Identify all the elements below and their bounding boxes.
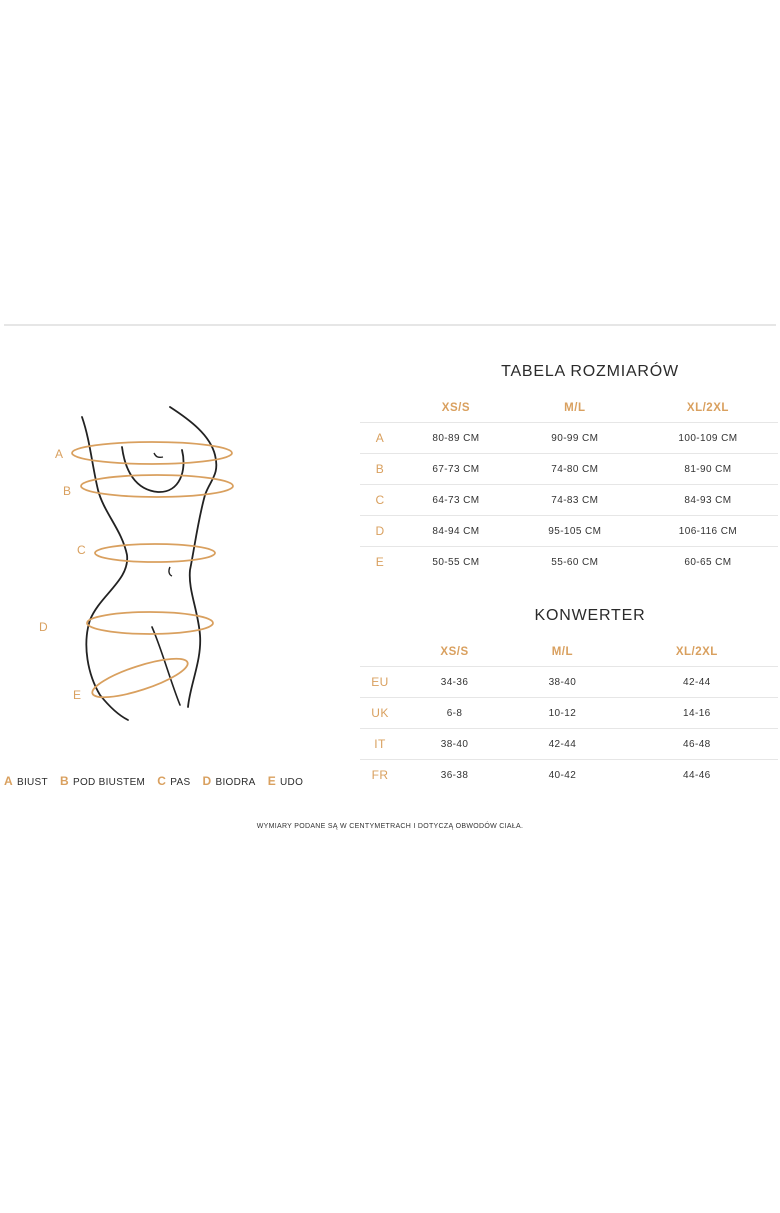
table-cell: 74-80 CM	[512, 454, 638, 485]
legend-item-d: D BIODRA	[202, 774, 256, 788]
table-cell: 34-36	[400, 667, 509, 698]
size-col-m-l: M/L	[564, 402, 586, 414]
row-key: B	[360, 454, 400, 485]
table-row	[360, 667, 778, 698]
table-cell: 60-65 CM	[638, 547, 778, 578]
converter-table	[360, 638, 778, 790]
body-outline-icon	[30, 395, 250, 730]
table-row	[360, 547, 778, 578]
table-row	[360, 516, 778, 547]
figure-letter-d: D	[39, 620, 48, 634]
table-cell: 14-16	[616, 698, 778, 729]
size-col-xs-s: XS/S	[441, 402, 471, 414]
table-cell: 90-99 CM	[512, 423, 638, 454]
top-divider	[4, 324, 776, 326]
table-cell: 46-48	[616, 729, 778, 760]
table-cell: 74-83 CM	[512, 485, 638, 516]
table-cell: 64-73 CM	[400, 485, 512, 516]
size-table	[360, 394, 778, 577]
converter-table-title: KONWERTER	[534, 607, 646, 624]
converter-col-m-l: M/L	[551, 646, 574, 658]
measurement-footnote: WYMIARY PODANE SĄ W CENTYMETRACH I DOTYCZĄ OBWODÓW CIAŁA.	[256, 823, 524, 830]
size-table-title: TABELA ROZMIARÓW	[501, 363, 679, 380]
table-cell: 84-94 CM	[400, 516, 512, 547]
table-cell: 38-40	[400, 729, 509, 760]
row-key: C	[360, 485, 400, 516]
figure-letter-c: C	[77, 543, 86, 557]
table-cell: 44-46	[616, 760, 778, 791]
table-cell: 36-38	[400, 760, 509, 791]
table-cell: 10-12	[509, 698, 616, 729]
row-key: EU	[360, 667, 400, 698]
row-key: A	[360, 423, 400, 454]
table-row	[360, 760, 778, 791]
table-cell: 55-60 CM	[512, 547, 638, 578]
converter-col-xl-2xl: XL/2XL	[675, 646, 718, 658]
converter-table-header	[360, 638, 778, 667]
size-col-xl-2xl: XL/2XL	[686, 402, 729, 414]
legend-item-c: C PAS	[157, 774, 191, 788]
table-row	[360, 698, 778, 729]
legend-item-a: A BIUST	[4, 774, 48, 788]
table-cell: 38-40	[509, 667, 616, 698]
table-cell: 81-90 CM	[638, 454, 778, 485]
row-key: UK	[360, 698, 400, 729]
table-cell: 42-44	[616, 667, 778, 698]
size-table-header	[360, 394, 778, 423]
table-cell: 80-89 CM	[400, 423, 512, 454]
table-cell: 106-116 CM	[638, 516, 778, 547]
row-key: D	[360, 516, 400, 547]
figure-letter-a: A	[55, 447, 64, 461]
table-cell: 50-55 CM	[400, 547, 512, 578]
table-cell: 40-42	[509, 760, 616, 791]
row-key: FR	[360, 760, 400, 791]
row-key: IT	[360, 729, 400, 760]
table-row	[360, 729, 778, 760]
table-cell: 95-105 CM	[512, 516, 638, 547]
table-row	[360, 423, 778, 454]
table-cell: 84-93 CM	[638, 485, 778, 516]
figure-letter-e: E	[73, 688, 82, 702]
row-key: E	[360, 547, 400, 578]
table-row	[360, 485, 778, 516]
table-cell: 6-8	[400, 698, 509, 729]
table-cell: 67-73 CM	[400, 454, 512, 485]
table-cell: 42-44	[509, 729, 616, 760]
measurement-legend	[4, 774, 312, 788]
legend-item-b: B POD BIUSTEM	[60, 774, 146, 788]
body-measurement-figure	[30, 395, 250, 730]
table-row	[360, 454, 778, 485]
legend-item-e: E UDO	[267, 774, 304, 788]
table-cell: 100-109 CM	[638, 423, 778, 454]
converter-col-xs-s: XS/S	[440, 646, 469, 658]
figure-letter-b: B	[63, 484, 72, 498]
